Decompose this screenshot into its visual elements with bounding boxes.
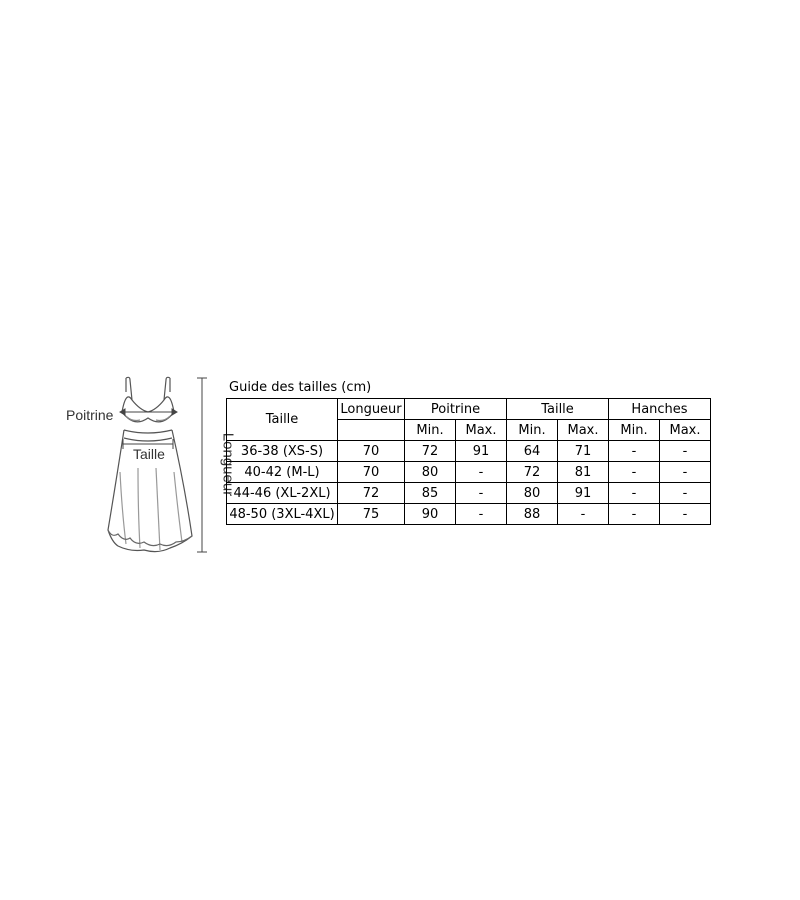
header-length: Longueur [338,399,405,420]
cell-bust-max: 91 [456,441,507,462]
bust-label: Poitrine [66,407,114,423]
header-waist-min: Min. [507,420,558,441]
cell-bust-min: 85 [405,483,456,504]
cell-waist-max: 71 [558,441,609,462]
cell-size: 36-38 (XS-S) [227,441,338,462]
cell-length: 75 [338,504,405,525]
cell-hips-max: - [660,504,711,525]
cell-waist-min: 80 [507,483,558,504]
cell-bust-max: - [456,462,507,483]
cell-hips-max: - [660,483,711,504]
header-hips: Hanches [609,399,711,420]
header-hips-min: Min. [609,420,660,441]
cell-hips-min: - [609,504,660,525]
cell-size: 40-42 (M-L) [227,462,338,483]
table-row [227,483,711,504]
cell-length: 70 [338,441,405,462]
cell-hips-min: - [609,483,660,504]
cell-waist-max: 81 [558,462,609,483]
header-size: Taille [227,399,338,441]
cell-bust-min: 72 [405,441,456,462]
table-row [227,462,711,483]
header-bust-max: Max. [456,420,507,441]
waist-label: Taille [133,446,165,462]
cell-hips-min: - [609,462,660,483]
header-bust-min: Min. [405,420,456,441]
cell-waist-min: 72 [507,462,558,483]
cell-waist-max: - [558,504,609,525]
length-label: Longueur [219,432,237,497]
table-row [227,441,711,462]
cell-bust-max: - [456,483,507,504]
header-length-sub [338,420,405,441]
nightdress-outline-icon [60,372,220,562]
header-hips-max: Max. [660,420,711,441]
cell-size: 48-50 (3XL-4XL) [227,504,338,525]
header-waist: Taille [507,399,609,420]
dress-illustration [60,372,237,562]
cell-waist-max: 91 [558,483,609,504]
cell-waist-min: 64 [507,441,558,462]
size-guide-title: Guide des tailles (cm) [229,380,372,395]
cell-bust-min: 80 [405,462,456,483]
cell-hips-max: - [660,462,711,483]
cell-length: 70 [338,462,405,483]
size-guide [226,380,711,525]
header-bust: Poitrine [405,399,507,420]
table-row [227,504,711,525]
cell-waist-min: 88 [507,504,558,525]
cell-size: 44-46 (XL-2XL) [227,483,338,504]
cell-bust-max: - [456,504,507,525]
size-table [226,398,711,525]
cell-bust-min: 90 [405,504,456,525]
cell-length: 72 [338,483,405,504]
header-waist-max: Max. [558,420,609,441]
cell-hips-max: - [660,441,711,462]
table-header-row [227,399,711,420]
cell-hips-min: - [609,441,660,462]
